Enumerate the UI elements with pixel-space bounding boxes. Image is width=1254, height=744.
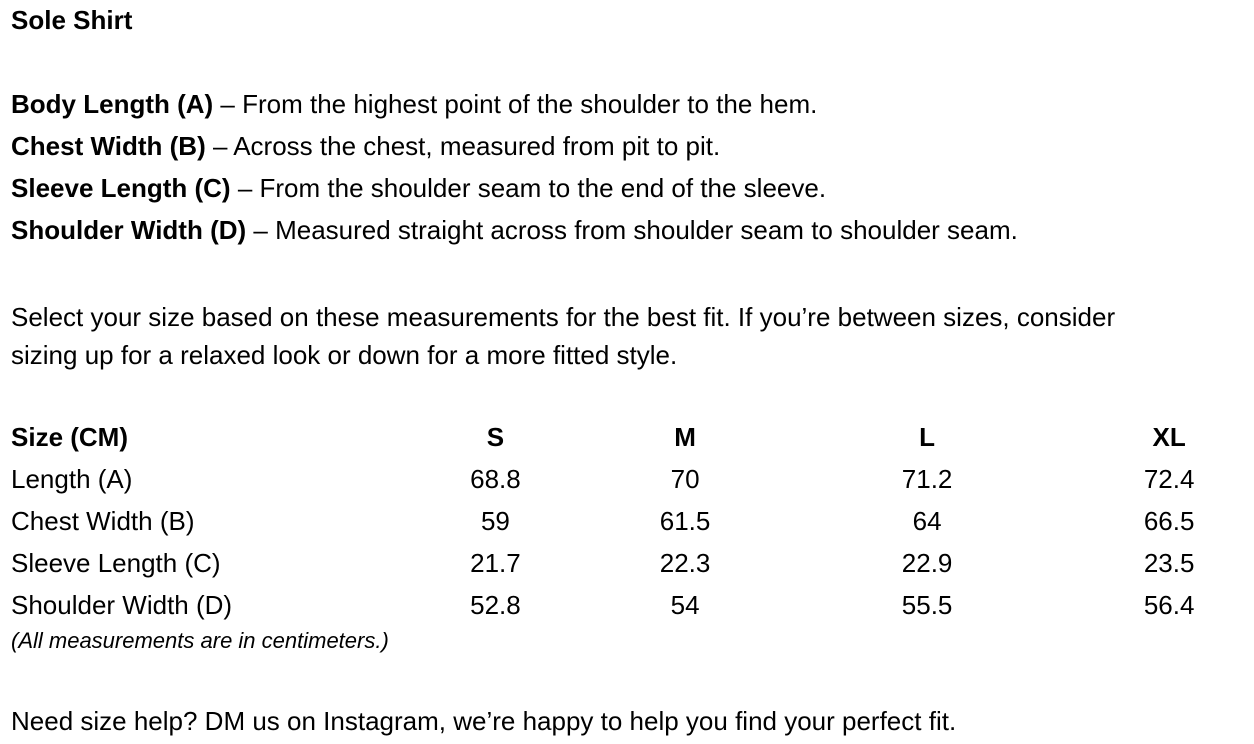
table-cell: 72.4: [1143, 464, 1195, 494]
help-footer: Need size help? DM us on Instagram, we’re happy to help you find your perfect fit.: [11, 706, 957, 736]
table-cell: 64: [912, 506, 942, 536]
row-label: Sleeve Length (C): [11, 548, 221, 578]
definition-body-length: [11, 89, 817, 119]
header-size-m: M: [674, 422, 696, 452]
table-cell: 55.5: [901, 590, 953, 620]
page-title: Sole Shirt: [11, 5, 133, 35]
definition-text: – From the shoulder seam to the end of the sleeve.: [230, 173, 827, 203]
header-size-s: S: [486, 422, 505, 452]
table-cell: 68.8: [470, 464, 521, 494]
table-cell: 52.8: [470, 590, 521, 620]
row-label: Shoulder Width (D): [11, 590, 233, 620]
definition-chest-width: [11, 131, 720, 161]
row-label: Chest Width (B): [11, 506, 195, 536]
definition-text: – Across the chest, measured from pit to pit.: [205, 131, 721, 161]
table-cell: 59: [480, 506, 510, 536]
table-row: [0, 500, 1254, 542]
definition-term: Body Length (A): [11, 89, 214, 119]
table-cell: 23.5: [1143, 548, 1195, 578]
table-cell: 61.5: [659, 506, 711, 536]
header-size-l: L: [919, 422, 936, 452]
table-row: [0, 458, 1254, 500]
sizing-advice-line: sizing up for a relaxed look or down for a more fitted style.: [11, 340, 678, 370]
definition-text: – From the highest point of the shoulder to the hem.: [213, 89, 818, 119]
size-table: [0, 416, 1254, 626]
header-size-xl: XL: [1152, 422, 1186, 452]
header-size-cm: Size (CM): [11, 422, 128, 452]
sizing-advice: [11, 298, 1247, 374]
table-cell: 56.4: [1143, 590, 1195, 620]
table-header-row: [0, 416, 1254, 458]
definition-shoulder-width: [11, 215, 1018, 245]
definition-term: Chest Width (B): [11, 131, 206, 161]
table-row: [0, 542, 1254, 584]
table-row: [0, 584, 1254, 626]
definition-sleeve-length: [11, 173, 826, 203]
table-cell: 66.5: [1143, 506, 1195, 536]
table-cell: 70: [670, 464, 700, 494]
definition-term: Shoulder Width (D): [11, 215, 247, 245]
definition-term: Sleeve Length (C): [11, 173, 231, 203]
sizing-advice-line: Select your size based on these measurements for the best fit. If you’re between sizes, consider: [11, 302, 1116, 332]
table-cell: 21.7: [470, 548, 521, 578]
definition-text: – Measured straight across from shoulder seam to shoulder seam.: [246, 215, 1018, 245]
table-cell: 22.3: [659, 548, 711, 578]
table-cell: 22.9: [901, 548, 953, 578]
table-cell: 54: [670, 590, 700, 620]
measurement-note: (All measurements are in centimeters.): [11, 628, 389, 653]
table-cell: 71.2: [901, 464, 953, 494]
row-label: Length (A): [11, 464, 133, 494]
